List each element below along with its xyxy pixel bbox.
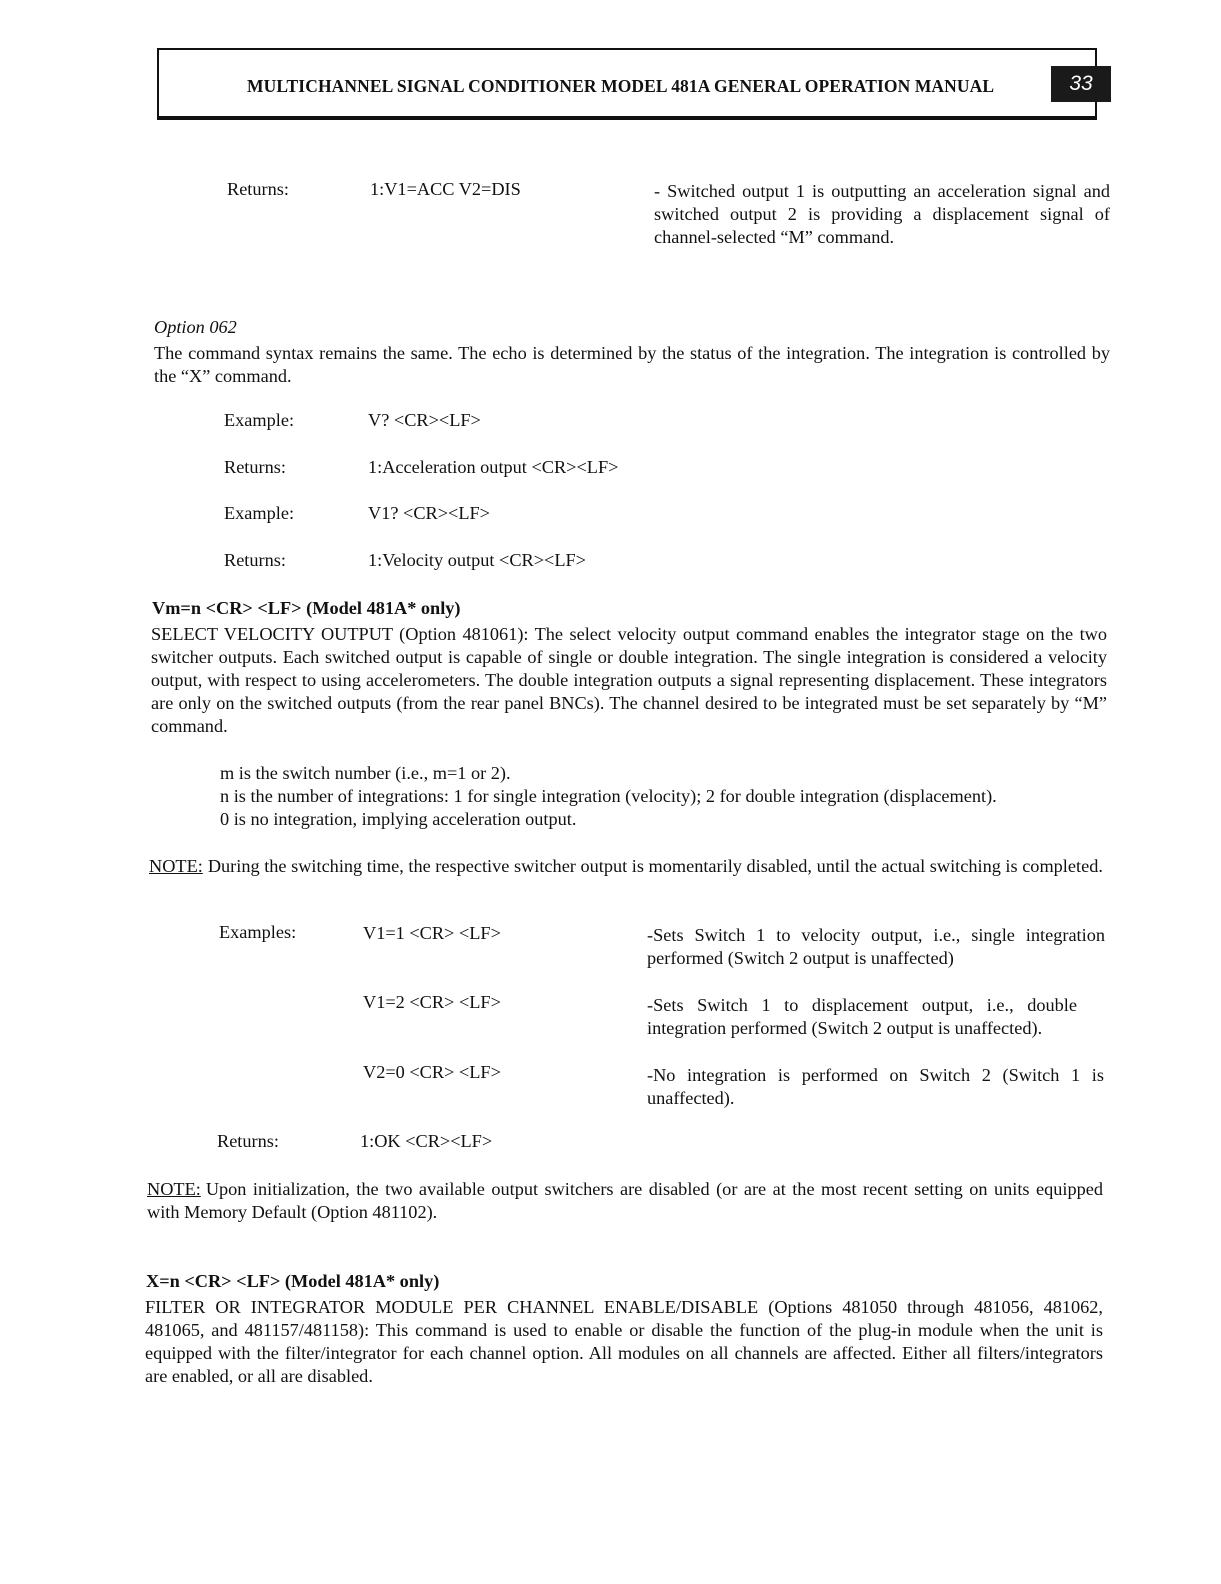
example-description: -No integration is performed on Switch 2 (Switch 1 is unaffected). — [647, 1065, 1104, 1108]
example-value: V1? <CR><LF> — [368, 503, 490, 523]
page-header — [157, 48, 1097, 120]
returns-label: Returns: — [224, 550, 286, 570]
examples-label: Examples: — [219, 922, 297, 942]
definition-line: n is the number of integrations: 1 for single integration (velocity); 2 for double integration (displacement). — [220, 786, 997, 806]
returns-description: - Switched output 1 is outputting an acceleration signal and switched output 2 is providing a displacement signal of channel-selected “M” command. — [654, 181, 1110, 247]
option-062-body: The command syntax remains the same. The echo is determined by the status of the integration. The integration is controlled by the “X” command. — [154, 343, 1110, 386]
returns-value: 1:OK <CR><LF> — [360, 1131, 493, 1151]
example-value: V? <CR><LF> — [368, 410, 481, 430]
example-description: -Sets Switch 1 to velocity output, i.e., single integration performed (Switch 2 output is unaffected) — [647, 925, 1105, 968]
example-command: V2=0 <CR> <LF> — [363, 1062, 501, 1082]
example-description: -Sets Switch 1 to displacement output, i.e., double integration performed (Switch 2 output is unaffected). — [647, 995, 1077, 1038]
example-command: V1=2 <CR> <LF> — [363, 992, 501, 1012]
returns-value: 1:Velocity output <CR><LF> — [368, 550, 586, 570]
vm-section-body: SELECT VELOCITY OUTPUT (Option 481061): The select velocity output command enables the integrator stage on the two switcher outputs. Each switched output is capable of single or double integration. The single integration is considered a velocity output, with respect to using accelerometers. The double integration outputs a signal representing displacement. These integrators are only on the switched outputs (from the rear panel BNCs). The channel desired to be integrated must be set separately by “M” command. — [151, 624, 1107, 736]
example-label: Example: — [224, 410, 295, 430]
note-paragraph — [149, 855, 1106, 878]
x-section-body: FILTER OR INTEGRATOR MODULE PER CHANNEL ENABLE/DISABLE (Options 481050 through 481056, 481062, 481065, and 481157/481158): This command is used to enable or disable the function of the plug-in module when the unit is equipped with the filter/integrator for each channel option. All modules on all channels are affected. Either all filters/integrators are enabled, or all are disabled. — [145, 1297, 1103, 1386]
vm-section-heading: Vm=n <CR> <LF> (Model 481A* only) — [152, 598, 461, 618]
x-section-heading: X=n <CR> <LF> (Model 481A* only) — [146, 1271, 440, 1291]
note-label: NOTE: — [147, 1179, 201, 1199]
returns-value: 1:V1=ACC V2=DIS — [370, 179, 521, 199]
returns-value: 1:Acceleration output <CR><LF> — [368, 457, 619, 477]
manual-title: MULTICHANNEL SIGNAL CONDITIONER MODEL 481A GENERAL OPERATION MANUAL — [247, 76, 995, 96]
definition-line: 0 is no integration, implying acceleration output. — [220, 809, 577, 829]
definition-line: m is the switch number (i.e., m=1 or 2). — [220, 763, 511, 783]
example-command: V1=1 <CR> <LF> — [363, 923, 501, 943]
returns-label: Returns: — [227, 179, 289, 199]
example-label: Example: — [224, 503, 295, 523]
note-paragraph — [147, 1178, 1103, 1224]
returns-label: Returns: — [224, 457, 286, 477]
note-text: Upon initialization, the two available output switchers are disabled (or are at the most recent setting on units equipped with Memory Default (Option 481102). — [147, 1179, 1103, 1222]
returns-label: Returns: — [217, 1131, 279, 1151]
option-062-heading: Option 062 — [154, 317, 237, 337]
page-number: 33 — [1051, 66, 1111, 102]
note-label: NOTE: — [149, 856, 203, 876]
note-text: During the switching time, the respective switcher output is momentarily disabled, until the actual switching is completed. — [207, 856, 1103, 876]
